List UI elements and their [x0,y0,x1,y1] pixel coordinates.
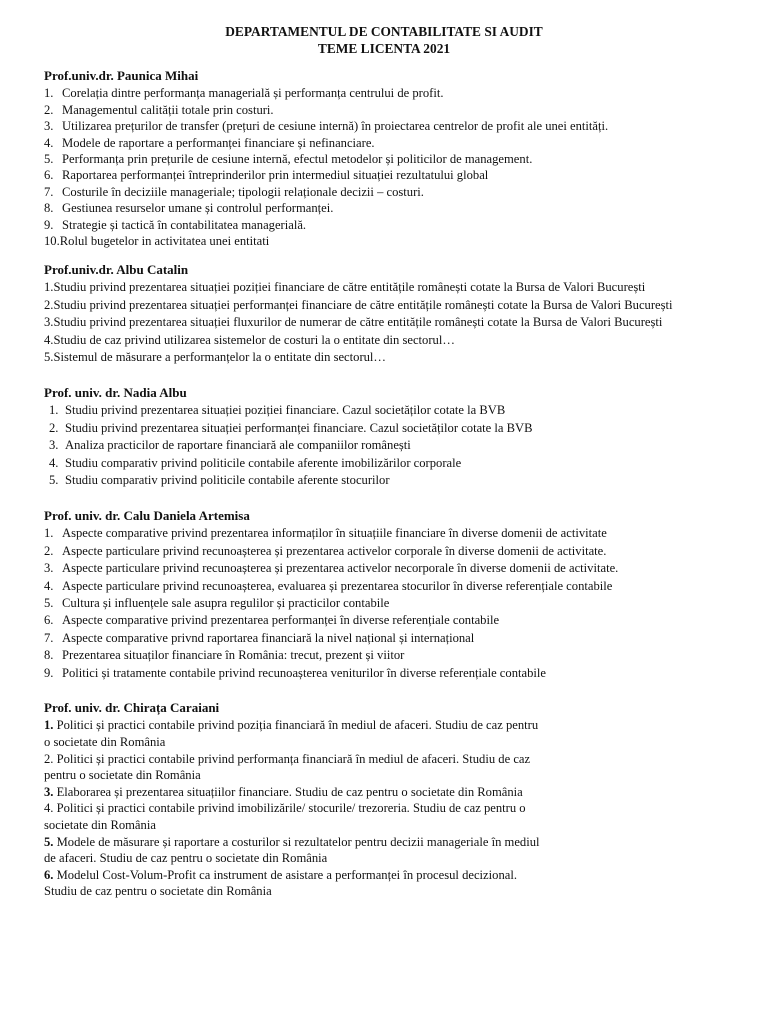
list-item: 5. Modele de măsurare și raportare a costurilor si rezultatelor pentru decizii manageriale în mediul de afaceri. Studiu de caz pentru o societate din România [44,834,540,866]
list-item: 2. Politici și practici contabile privind performanța financiară în mediul de afaceri. Studiu de caz pentru o societate din România [44,751,531,783]
professor-name: Prof. univ. dr. Chirața Caraiani [44,700,220,715]
section-paunica-mihai [44,68,744,249]
list-item: 2. Aspecte particulare privind recunoașterea și prezentarea activelor corporale în diverse domenii de activitate. [44,543,607,558]
list-item: 8. Gestiunea resurselor umane și controlul performanței. [44,201,334,216]
list-item: 3. Elaborarea și prezentarea situațiilor financiare. Studiu de caz pentru o societate din România [44,784,523,799]
list-item: 5. Cultura și influențele sale asupra regulilor și practicilor contabile [44,596,390,611]
list-item: 9. Strategie și tactică în contabilitatea managerială. [44,217,307,232]
list-item: 9. Politici și tratamente contabile privind recunoașterea veniturilor în diverse referențiale contabile [44,665,546,680]
list-item: 4. Aspecte particulare privind recunoașterea, evaluarea și prezentarea stocurilor în diverse referențiale contabile [44,578,613,593]
list-item: 6. Modelul Cost-Volum-Profit ca instrument de asistare a performanței în procesul decizional. Studiu de caz pentru o societate din România [44,867,517,899]
list-item: 10. Rolul bugetelor in activitatea unei entitati [44,234,270,249]
list-item: 2. Studiu privind prezentarea situației performanței financiare de către entitățile românești cotate la Bursa de Valori București [44,297,673,312]
topic-list [44,279,744,366]
list-item: 8. Prezentarea situaților financiare în România: trecut, prezent și viitor [44,648,405,663]
list-item: 1. Studiu privind prezentarea situației poziției financiare. Cazul societăților cotate la BVB [49,403,506,418]
section-chirata-caraiani [44,700,744,900]
document-title: TEME LICENTA 2021 [317,41,451,56]
list-item: 6. Aspecte comparative privind prezentarea performanței în diverse referențiale contabile [44,613,500,628]
list-item: 7. Aspecte comparative privnd raportarea financiară la nivel național și internațional [44,630,475,645]
professor-name: Prof. univ. dr. Calu Daniela Artemisa [44,508,250,523]
list-item: 6. Raportarea performanței întreprinderilor prin intermediul situației rezultatului global [44,168,489,183]
professor-name: Prof.univ.dr. Paunica Mihai [44,68,199,83]
topic-list [44,525,744,682]
list-item: 4. Politici și practici contabile privind imobilizările/ stocurile/ trezoreria. Studiu de caz pentru o societate din România [44,801,526,832]
list-item: 5. Performanța prin prețurile de cesiune internă, efectul metodelor și politicilor de management. [44,152,533,167]
list-item: 1. Studiu privind prezentarea situației poziției financiare de către entitățile românești cotate la Bursa de Valori București [44,280,646,295]
list-item: 3. Analiza practicilor de raportare financiară ale companiilor românești [49,438,411,453]
list-item: 5. Studiu comparativ privind politicile contabile aferente stocurilor [49,473,390,488]
topic-list [44,402,744,489]
list-item: 2. Managementul calității totale prin costuri. [44,102,274,117]
department-title: DEPARTAMENTUL DE CONTABILITATE SI AUDIT [225,24,543,39]
list-item: 3. Utilizarea prețurilor de transfer (prețuri de cesiune internă) în proiectarea centrelor de profit ale unei entități. [44,119,609,134]
topic-list [44,85,744,249]
professor-name: Prof.univ.dr. Albu Catalin [44,262,189,277]
list-item: 1. Corelația dintre performanța managerială și performanța centrului de profit. [44,86,444,101]
professor-name: Prof. univ. dr. Nadia Albu [44,385,187,400]
list-item: 7. Costurile în deciziile manageriale; tipologii relaționale decizii – costuri. [44,184,424,199]
list-item: 3. Studiu privind prezentarea situației fluxurilor de numerar de către entitățile românești cotate la Bursa de Valori București [44,315,663,330]
list-item: 4. Studiu de caz privind utilizarea sistemelor de costuri la o entitate din sectorul… [44,332,455,347]
list-item: 5. Sistemul de măsurare a performanțelor la o entitate din sectorul… [44,350,387,365]
section-albu-catalin [44,262,744,366]
list-item: 4. Modele de raportare a performanței financiare și nefinanciare. [44,135,375,150]
list-item: 2. Studiu privind prezentarea situației performanței financiare. Cazul societăților cotate la BVB [49,420,533,435]
list-item: 1. Politici și practici contabile privind poziția financiară în mediul de afaceri. Studiu de caz pentru o societate din România [44,718,539,749]
list-item: 3. Aspecte particulare privind recunoașterea și prezentarea activelor necorporale în diverse domenii de activitate. [44,561,619,576]
section-nadia-albu [44,385,744,489]
list-item: 1. Aspecte comparative privind prezentarea informaților în situațiile financiare în diverse domenii de activitate [44,526,607,541]
list-item: 4. Studiu comparativ privind politicile contabile aferente imobilizărilor corporale [49,455,462,470]
topic-list [44,717,544,900]
section-calu-daniela-artemisa [44,508,744,682]
